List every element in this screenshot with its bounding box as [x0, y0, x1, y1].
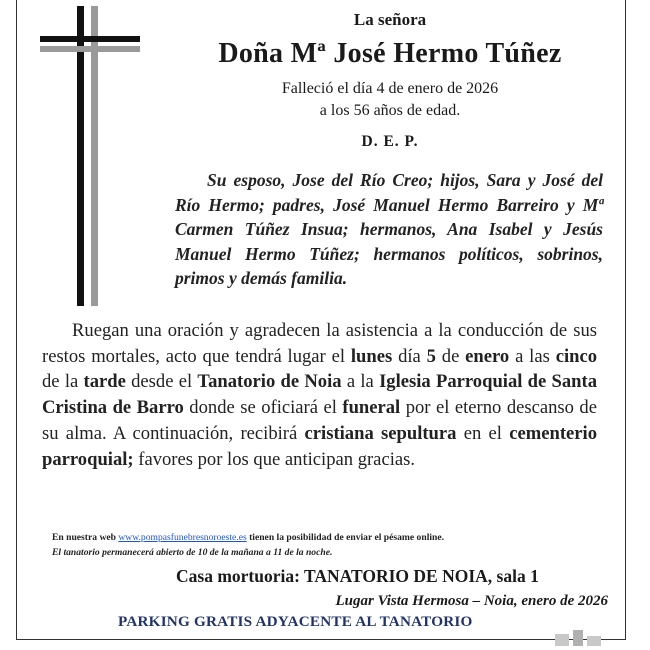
- tanatorio-bold: Tanatorio de Noia: [197, 371, 342, 393]
- cemetery-bold: cementerio parroquial;: [42, 422, 598, 470]
- hours-note: El tanatorio permanecerá abierto de 10 de la mañana a 11 de la noche.: [52, 547, 333, 558]
- tarde-bold: tarde: [83, 371, 126, 393]
- burial-bold: cristiana sepultura: [304, 422, 457, 444]
- month-bold: enero: [465, 345, 510, 367]
- dep-text: D. E. P.: [361, 133, 419, 150]
- age-line: a los 56 años de edad.: [319, 102, 461, 119]
- cross-icon: [40, 6, 145, 306]
- place-date: Lugar Vista Hermosa – Noia, enero de 2026: [335, 593, 608, 609]
- death-info: [170, 78, 610, 122]
- website-link[interactable]: www.pompasfunebresnoroeste.es: [118, 532, 247, 543]
- day-bold: lunes: [350, 345, 393, 367]
- family-paragraph: Su esposo, Jose del Río Creo; hijos, Sara y José del Río Hermo; padres, José Manuel Hermo Barreiro y Mª Carmen Túñez Insua; hermanos, Ana Isabel y Jesús Manuel Hermo Túñez; hermanos políticos, sobrinos, primos y demás familia.: [175, 170, 603, 289]
- ceremony-paragraph: Ruegan una oración y agradecen la asistencia a la conducción de sus restos mortales, acto que tendrá lugar el lunes día 5 de enero a las cinco de la tarde desde el Tanatorio de Noia a la Iglesia Parroquial de Santa Cristina de Barro donde se oficiará el funeral por el eterno descanso de su alma. A continuación, recibirá cristiana sepultura en el cementerio parroquial; favores por los que anticipan gracias.: [42, 320, 598, 470]
- death-date: Falleció el día 4 de enero de 2026: [281, 80, 499, 97]
- funeral-bold: funeral: [342, 397, 401, 419]
- parking-note: PARKING GRATIS ADYACENTE AL TANATORIO: [118, 613, 473, 630]
- church-bold: Iglesia Parroquial de Santa Cristina de Barro: [42, 371, 598, 419]
- casa-mortuoria: Casa mortuoria: TANATORIO DE NOIA, sala 1: [176, 566, 539, 586]
- logo-fragment: [555, 628, 603, 646]
- web-note: En nuestra web www.pompasfunebresnoroeste.es tienen la posibilidad de enviar el pésame online.: [52, 532, 445, 543]
- deceased-name: Doña Mª José Hermo Túñez: [218, 38, 562, 69]
- date-bold: 5: [426, 345, 436, 367]
- time-bold: cinco: [555, 345, 597, 367]
- title-prefix: La señora: [353, 10, 427, 29]
